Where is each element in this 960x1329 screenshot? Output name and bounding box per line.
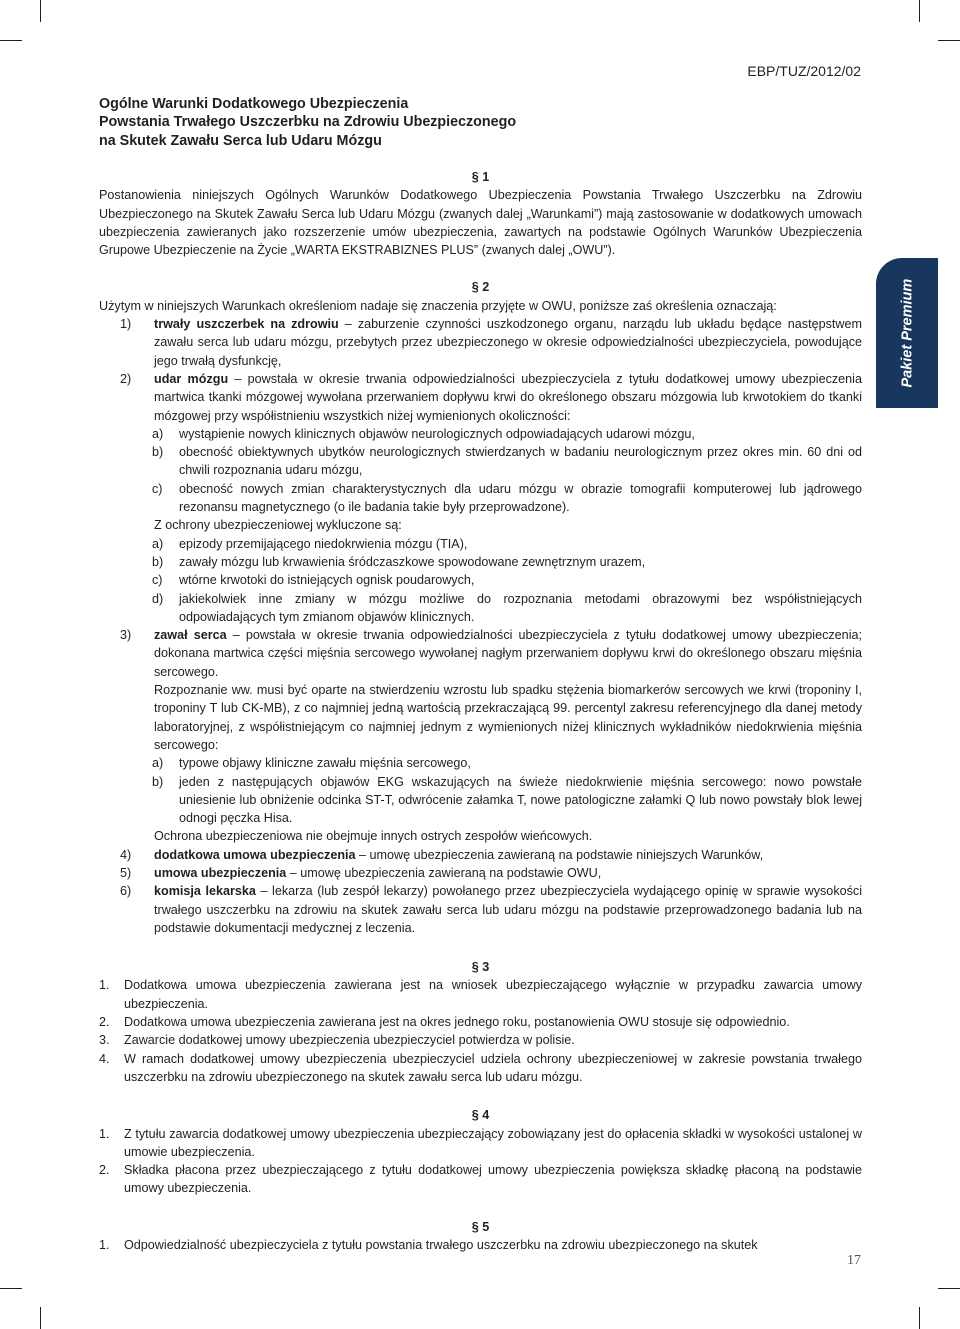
list-item: b) jeden z następujących objawów EKG wskazujących na świeże niedokrwienie mięśnia sercowego: nowo powstałe uniesienie lub obniżenie odcinka ST-T, odwrócenie załamka T, nowe patologiczne załamki Q lub nowo powstały blok lewej odnogi pęczka Hisa.	[152, 774, 862, 826]
definition-item: 2) udar mózgu – powstała w okresie trwania odpowiedzialności ubezpieczyciela z tytułu dodatkowej umowy ubezpieczenia martwica tkanki mózgowej wywołana przerwaniem dopływu krwi do określonego obszaru mózgowia lub krwotokiem do tkanki mózgowej przy współistnieniu wszystkich niżej wymienionych okoliczności:	[120, 371, 862, 423]
definition-term: udar mózgu	[154, 371, 229, 386]
numbered-paragraph: 2. Składka płacona przez ubezpieczającego z tytułu dodatkowej umowy ubezpieczenia powiększa składkę płaconą na podstawie umowy ubezpieczenia.	[99, 1163, 862, 1196]
numbered-paragraph: 1. Dodatkowa umowa ubezpieczenia zawierana jest na wniosek ubezpieczającego wyłącznie w przypadku zawarcia umowy ubezpieczenia.	[99, 978, 862, 1011]
document-code: EBP/TUZ/2012/02	[747, 63, 861, 79]
section-heading: § 2	[471, 280, 490, 295]
section-heading: § 5	[471, 1219, 490, 1234]
title-line: Ogólne Warunki Dodatkowego Ubezpieczenia	[99, 96, 409, 112]
definition-term: umowa ubezpieczenia	[154, 865, 287, 880]
definition-term: trwały uszczerbek na zdrowiu	[154, 317, 339, 332]
section-heading: § 1	[471, 170, 490, 184]
list-item: b) zawały mózgu lub krwawienia śródczaszkowe spowodowane zewnętrznym urazem,	[152, 554, 646, 569]
title-line: Powstania Trwałego Uszczerbku na Zdrowiu Ubezpieczonego	[99, 114, 517, 131]
premium-package-tab	[876, 258, 938, 408]
numbered-paragraph: 3. Zawarcie dodatkowej umowy ubezpieczenia ubezpieczyciel potwierdza w polisie.	[99, 1033, 575, 1048]
page-number: 17	[847, 1253, 861, 1268]
list-item: d) jakiekolwiek inne zmiany w mózgu możliwe do rozpoznania metodami obrazowymi bez współistniejących odpowiadających tym zmianom objawów klinicznych.	[152, 591, 862, 624]
section-4	[99, 1106, 862, 1197]
definition-text: – powstała w okresie trwania odpowiedzialności ubezpieczyciela z tytułu dodatkowej umowy ubezpieczenia; dokonana martwica części mięśnia sercowego wywołanej nagłym przerwaniem dopływu krwi do określonego obszaru mięśnia sercowego.	[154, 628, 862, 679]
numbered-paragraph: 4. W ramach dodatkowej umowy ubezpieczenia ubezpieczyciel udziela ochrony ubezpieczeniowej w zakresie powstania trwałego uszczerbku na zdrowiu ubezpieczonego na skutek zawału serca lub udaru mózgu.	[99, 1051, 862, 1084]
crop-mark	[0, 40, 22, 41]
definition-term: zawał serca	[154, 628, 227, 643]
definition-item: 3) zawał serca – powstała w okresie trwania odpowiedzialności ubezpieczyciela z tytułu dodatkowej umowy ubezpieczenia; dokonana martwica części mięśnia sercowego wywołanej nagłym przerwaniem dopływu krwi do określonego obszaru mięśnia sercowego.	[120, 628, 862, 679]
section-1	[99, 168, 862, 259]
section-2	[99, 278, 862, 937]
title-line: na Skutek Zawału Serca lub Udaru Mózgu	[99, 132, 382, 149]
definition-text: – lekarza (lub zespół lekarzy) powołanego przez ubezpieczyciela wydającego opinię w sprawie wysokości trwałego uszczerbku na zdrowiu na skutek zawału serca lub udaru mózgu na podstawie przeprowadzonego badania lub na podstawie dokumentacji medycznej z leczenia.	[154, 884, 863, 935]
section-5	[99, 1218, 862, 1255]
definition-text: – umowę ubezpieczenia zawieraną na podstawie niniejszych Warunków,	[355, 847, 764, 862]
paragraph: Rozpoznanie ww. musi być oparte na stwierdzeniu wzrostu lub spadku stężenia biomarkerów sercowych we krwi (troponiny I, troponiny T lub CK-MB), z co najmniej jedną wartością przekraczającą 99. percentyl zakresu referencyjnego dla danej metody laboratoryjnej, z współistniejącym co najmniej jednym z wymienionych niżej klinicznych wykładników niedokrwienia mięśnia sercowego:	[154, 683, 862, 752]
paragraph: Ochrona ubezpieczeniowa nie obejmuje innych ostrych zespołów wieńcowych.	[154, 829, 593, 844]
list-item: a) wystąpienie nowych klinicznych objawów neurologicznych odpowiadających udarowi mózgu,	[152, 426, 695, 441]
paragraph: Postanowienia niniejszych Ogólnych Warunków Dodatkowego Ubezpieczenia Powstania Trwałego Uszczerbku na Zdrowiu Ubezpieczonego na Skutek Zawału Serca lub Udaru Mózgu (zwanych dalej „Warunkami”) mają zastosowanie w dodatkowych umowach ubezpieczenia zawieranych jako rozszerzenie umów ubezpieczenia, zawartych na podstawie Ogólnych Warunków Ubezpieczenia Grupowe Ubezpieczenie na Życie „WARTA EKSTRABIZNES PLUS” (zwanych dalej „OWU”).	[99, 188, 862, 258]
paragraph: Z ochrony ubezpieczeniowej wykluczone są:	[154, 518, 402, 533]
definition-item: 6) komisja lekarska – lekarza (lub zespół lekarzy) powołanego przez ubezpieczyciela wydającego opinię w sprawie wysokości trwałego uszczerbku na zdrowiu na skutek zawału serca lub udaru mózgu na podstawie przeprowadzonego badania lub na podstawie dokumentacji medycznej z leczenia.	[120, 884, 863, 935]
list-item: c) wtórne krwotoki do istniejących ognisk poudarowych,	[152, 573, 475, 588]
definition-text: – zaburzenie czynności uszkodzonego organu, narządu lub układu będące następstwem zawału serca lub udaru mózgu, przebytych przez ubezpieczonego w okresie odpowiedzialności ubezpieczyciela, powodujące jego trwałą dysfunkcję,	[154, 317, 862, 368]
definition-item: 4) dodatkowa umowa ubezpieczenia – umowę ubezpieczenia zawieraną na podstawie niniejszych Warunków,	[120, 847, 764, 862]
numbered-paragraph: 2. Dodatkowa umowa ubezpieczenia zawierana jest na okres jednego roku, postanowienia OWU stosuje się odpowiednio.	[99, 1015, 790, 1030]
crop-mark	[919, 1307, 920, 1329]
crop-mark	[919, 0, 920, 22]
definition-term: dodatkowa umowa ubezpieczenia	[154, 847, 356, 862]
definition-text: – powstała w okresie trwania odpowiedzialności ubezpieczyciela z tytułu dodatkowej umowy ubezpieczenia martwica tkanki mózgowej wywołana przerwaniem dopływu krwi do określonego obszaru mózgowia lub krwotokiem do tkanki mózgowej przy współistnieniu wszystkich niżej wymienionych okoliczności:	[154, 371, 862, 423]
definition-text: – umowę ubezpieczenia zawieraną na podstawie OWU,	[286, 865, 602, 880]
definition-item: 1) trwały uszczerbek na zdrowiu – zaburzenie czynności uszkodzonego organu, narządu lub układu będące następstwem zawału serca lub udaru mózgu, przebytych przez ubezpieczonego w okresie odpowiedzialności ubezpieczyciela, powodujące jego trwałą dysfunkcję,	[120, 317, 862, 368]
crop-mark	[938, 40, 960, 41]
definition-item: 5) umowa ubezpieczenia – umowę ubezpieczenia zawieraną na podstawie OWU,	[120, 865, 602, 880]
numbered-paragraph: 1. Z tytułu zawarcia dodatkowej umowy ubezpieczenia ubezpieczający zobowiązany jest do opłacenia składki w wysokości ustalonej w umowie ubezpieczenia.	[99, 1126, 862, 1159]
crop-mark	[0, 1288, 22, 1289]
list-item: a) typowe objawy kliniczne zawału mięśnia sercowego,	[152, 756, 471, 771]
list-item: a) epizody przemijającego niedokrwienia mózgu (TIA),	[152, 536, 468, 551]
list-item: b) obecność obiektywnych ubytków neurologicznych stwierdzanych w badaniu neurologicznym przez okres min. 60 dni od chwili rozpoznania udaru mózgu,	[152, 445, 862, 478]
crop-mark	[40, 1307, 41, 1329]
list-item: c) obecność nowych zmian charakterystycznych dla udaru mózgu w obrazie tomografii komputerowej lub jądrowego rezonansu magnetycznego (o ile badania takie były przeprowadzone).	[152, 481, 862, 515]
section-heading: § 4	[471, 1108, 490, 1123]
section-heading: § 3	[471, 960, 490, 975]
crop-mark	[938, 1288, 960, 1289]
document-body	[99, 168, 862, 1254]
numbered-paragraph: 1. Odpowiedzialność ubezpieczyciela z tytułu powstania trwałego uszczerbku na zdrowiu ubezpieczonego na skutek	[99, 1238, 758, 1253]
document-title	[99, 95, 659, 150]
crop-mark	[40, 0, 41, 22]
paragraph: Użytym w niniejszych Warunkach określeniom nadaje się znaczenia przyjęte w OWU, poniższe zaś określenia oznaczają:	[99, 298, 777, 313]
definition-term: komisja lekarska	[154, 884, 256, 899]
premium-tab-label: Pakiet Premium	[898, 278, 915, 388]
section-3	[99, 958, 862, 1086]
